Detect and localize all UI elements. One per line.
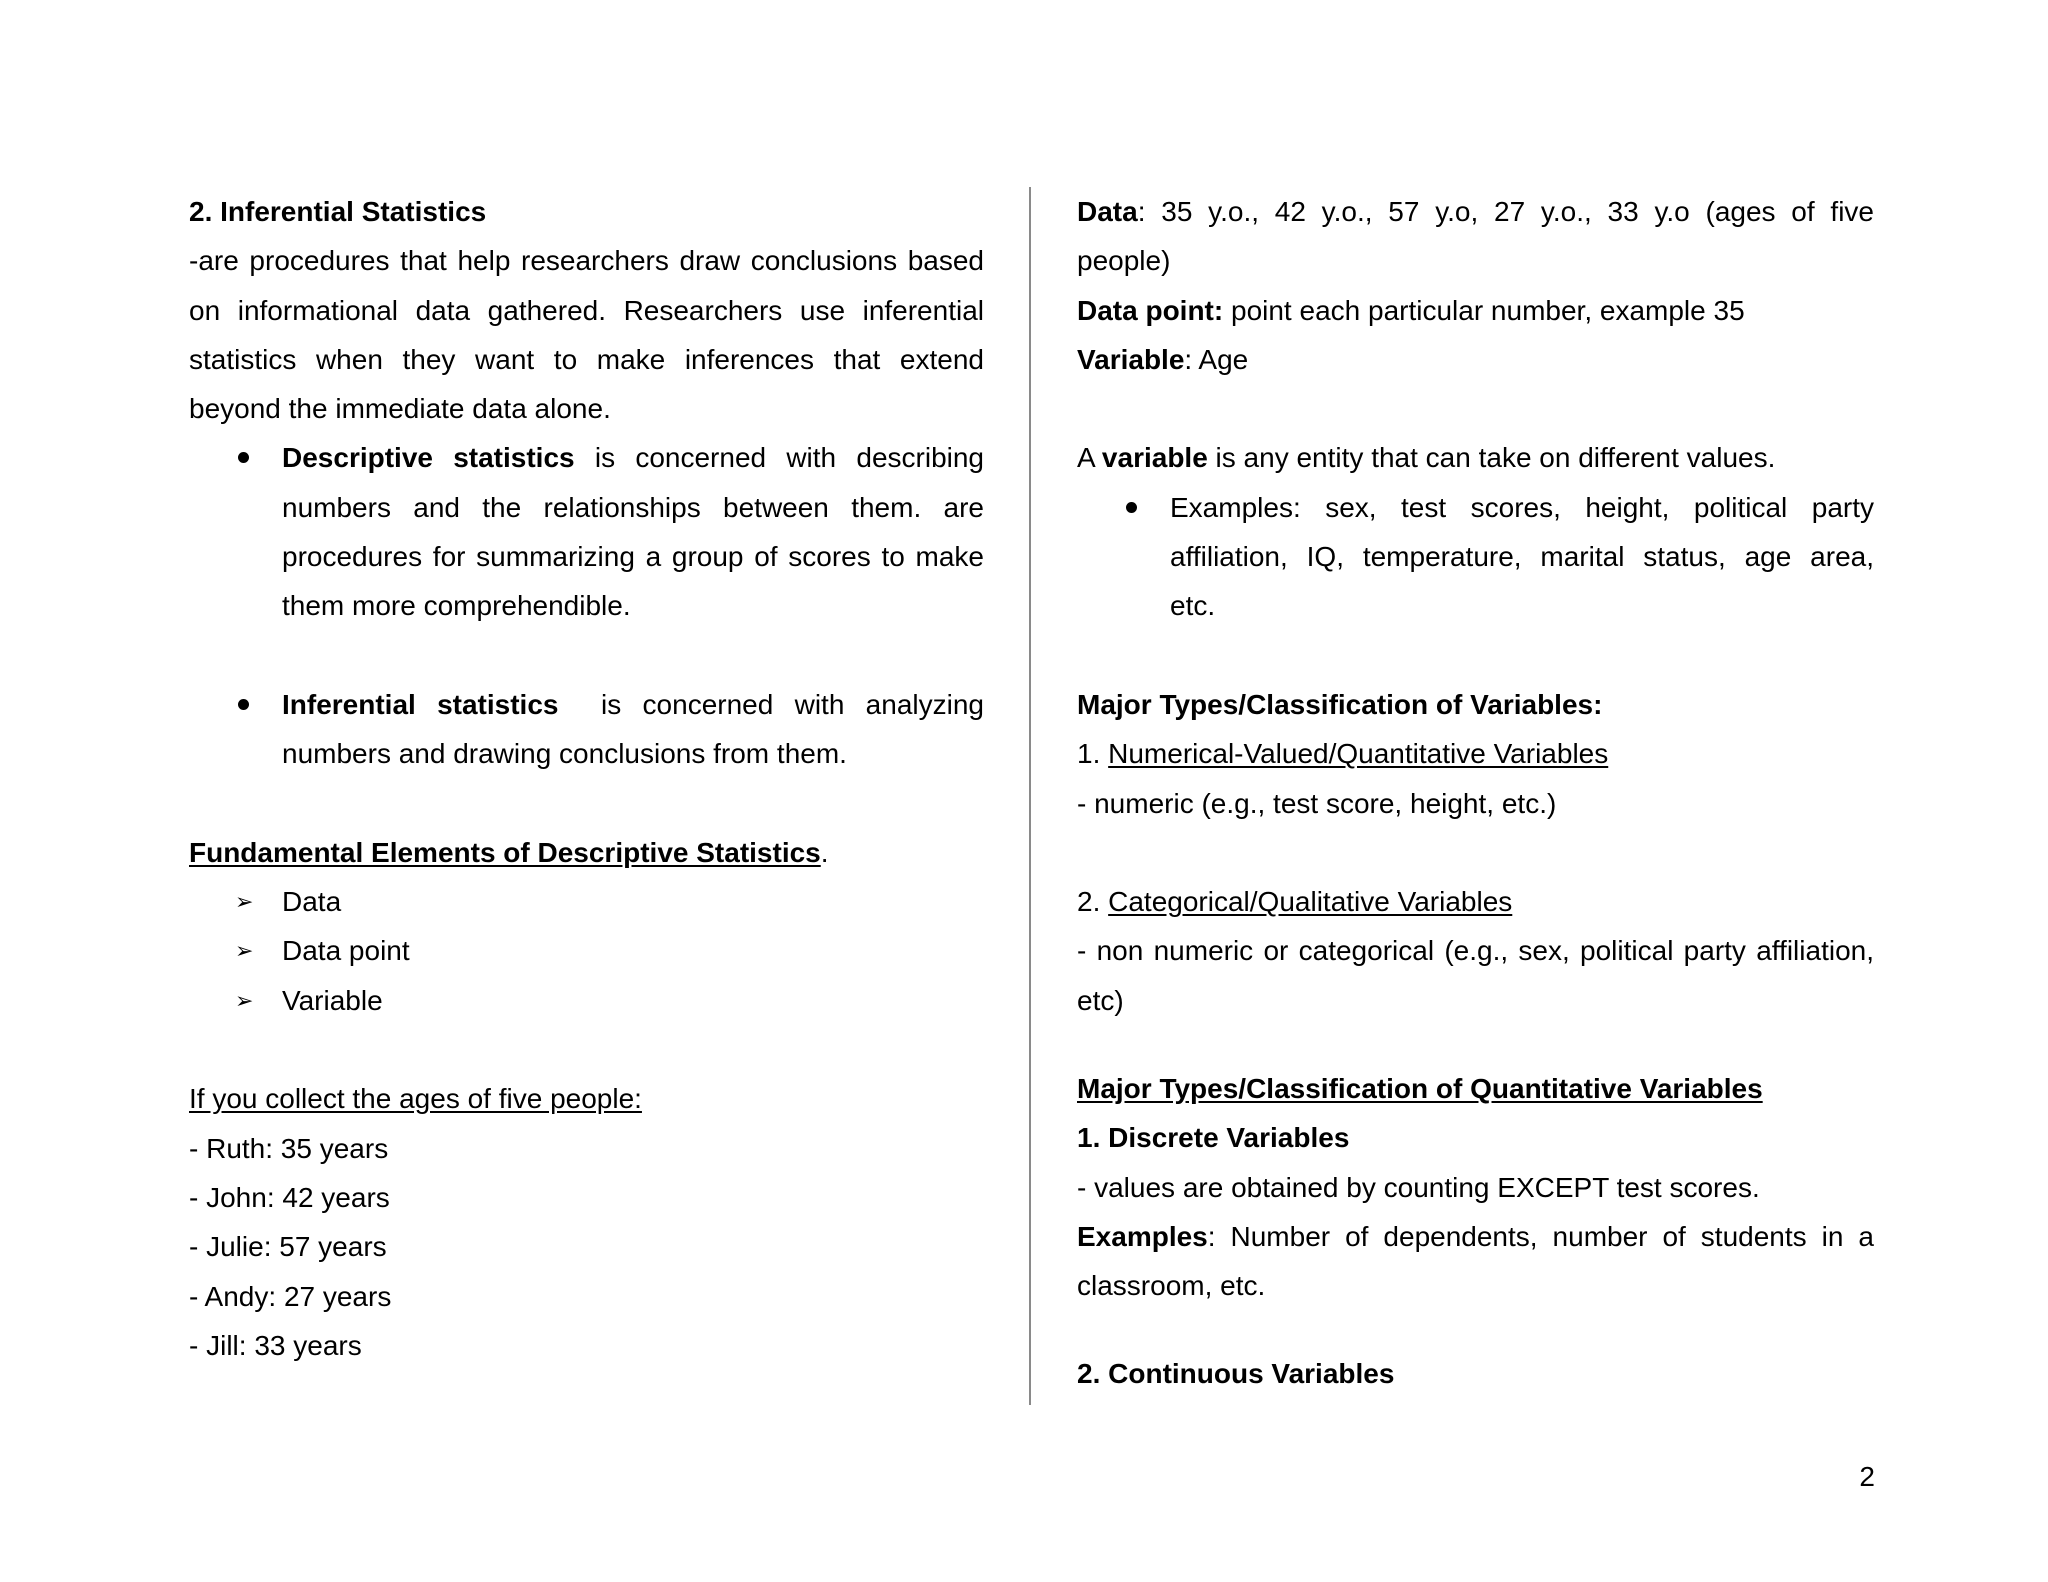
- bullet-term: Inferential statistics: [282, 688, 559, 720]
- examples-line: affiliation, IQ, temperature, marital status, age area,: [1170, 541, 1874, 573]
- bullet-line: [282, 680, 984, 729]
- variable-text: : Age: [1184, 343, 1249, 375]
- discrete-description: - values are obtained by counting EXCEPT test scores.: [1077, 1171, 1760, 1203]
- variable-label: Variable: [1077, 343, 1185, 375]
- inferential-heading: 2. Inferential Statistics: [189, 196, 487, 227]
- bullet-text: is concerned with analyzing: [558, 688, 984, 720]
- type1-number: 1.: [1077, 738, 1109, 770]
- arrow-bullet-icon: ➢: [235, 938, 254, 964]
- arrow-bullet-icon: ➢: [235, 987, 254, 1013]
- discrete-examples-label: Examples: [1077, 1220, 1208, 1252]
- fundamentals-title: Fundamental Elements of Descriptive Statistics: [189, 836, 821, 868]
- right-column: [1077, 187, 1874, 1398]
- bullet-line: numbers and drawing conclusions from them.: [282, 738, 847, 770]
- age-item: - Ruth: 35 years: [189, 1132, 389, 1164]
- age-item: - Andy: 27 years: [189, 1280, 392, 1312]
- discrete-examples-text: : Number of dependents, number of students in a: [1207, 1220, 1874, 1252]
- datapoint-label: Data point:: [1077, 294, 1224, 326]
- major-types-heading: Major Types/Classification of Variables:: [1077, 688, 1603, 720]
- list-item: [189, 926, 984, 975]
- type2-description: etc): [1077, 984, 1124, 1016]
- discrete-examples: classroom, etc.: [1077, 1270, 1266, 1302]
- datapoint-text: point each particular number, example 35: [1223, 294, 1745, 326]
- type1-title: Numerical-Valued/Quantitative Variables: [1108, 738, 1609, 770]
- continuous-heading: [1077, 1349, 1874, 1398]
- variable-def-term: variable: [1101, 442, 1208, 474]
- age-item: - John: 42 years: [189, 1181, 390, 1213]
- type2-number: 2.: [1077, 886, 1109, 918]
- type1-description: - numeric (e.g., test score, height, etc.): [1077, 787, 1557, 819]
- variable-def-sentence: [1077, 433, 1874, 482]
- continuous-title: . Continuous Variables: [1092, 1357, 1395, 1389]
- bullet-icon: [1126, 502, 1137, 513]
- discrete-examples: [1077, 1212, 1874, 1261]
- bullet-icon: [238, 452, 249, 463]
- intro-line: beyond the immediate data alone.: [189, 393, 611, 425]
- type1-heading: [1077, 729, 1874, 778]
- data-definition-line: [1077, 187, 1874, 236]
- list-item-text: Data: [282, 886, 342, 918]
- arrow-bullet-icon: ➢: [235, 889, 254, 915]
- variable-definition: [1077, 335, 1874, 384]
- intro-line: on informational data gathered. Researchers use inferential: [189, 294, 984, 326]
- continuous-number: 2: [1077, 1357, 1093, 1389]
- bullet-icon: [238, 699, 249, 710]
- bullet-line: [282, 433, 984, 482]
- list-item-text: Variable: [282, 984, 383, 1016]
- examples-line: etc.: [1170, 590, 1216, 622]
- bullet-descriptive: [189, 433, 984, 630]
- type2-description: - non numeric or categorical (e.g., sex, political party affiliation,: [1077, 935, 1874, 967]
- bullet-line: numbers and the relationships between them. are: [282, 491, 984, 523]
- fundamentals-heading: [189, 828, 984, 877]
- age-item: - Julie: 57 years: [189, 1231, 387, 1263]
- data-label: Data: [1077, 196, 1138, 227]
- examples-bullet: [1077, 483, 1874, 631]
- column-divider: [1029, 187, 1031, 1405]
- fundamentals-suffix: .: [820, 836, 829, 868]
- bullet-line: them more comprehendible.: [282, 590, 631, 622]
- discrete-heading: 1. Discrete Variables: [1077, 1122, 1350, 1154]
- left-column: [189, 187, 984, 1370]
- age-item: - Jill: 33 years: [189, 1329, 362, 1361]
- intro-line: -are procedures that help researchers draw conclusions based: [189, 245, 984, 277]
- data-text: : 35 y.o., 42 y.o., 57 y.o, 27 y.o., 33 y.o (ages of five: [1137, 196, 1874, 227]
- bullet-text: is concerned with describing: [574, 442, 984, 474]
- data-definition-line: people): [1077, 245, 1171, 277]
- examples-line: Examples: sex, test scores, height, political party: [1170, 491, 1874, 523]
- variable-def-prefix: A: [1077, 442, 1102, 474]
- bullet-line: procedures for summarizing a group of scores to make: [282, 541, 984, 573]
- bullet-inferential: [189, 680, 984, 779]
- list-item: [189, 976, 984, 1025]
- quantitative-types-heading: Major Types/Classification of Quantitative Variables: [1077, 1073, 1763, 1105]
- list-item: [189, 877, 984, 926]
- type2-heading: [1077, 877, 1874, 926]
- type2-title: Categorical/Qualitative Variables: [1108, 886, 1513, 918]
- page-number: 2: [1859, 1461, 1875, 1492]
- variable-def-rest: is any entity that can take on different values.: [1207, 442, 1776, 474]
- ages-heading: If you collect the ages of five people:: [189, 1083, 642, 1115]
- bullet-term: Descriptive statistics: [282, 442, 575, 474]
- list-item-text: Data point: [282, 935, 410, 967]
- intro-line: statistics when they want to make inferences that extend: [189, 343, 984, 375]
- datapoint-definition: [1077, 286, 1874, 335]
